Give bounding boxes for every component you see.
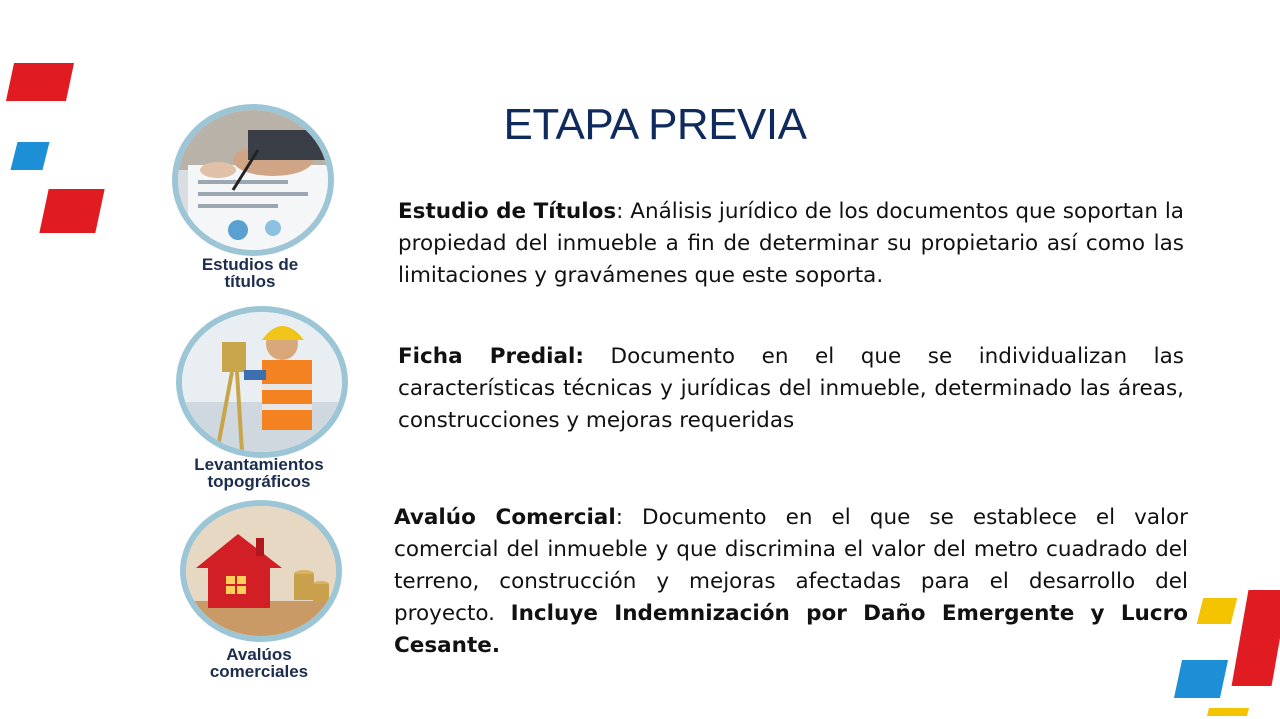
- caption-topographic: Levantamientos topográficos: [194, 455, 324, 491]
- separator: :: [615, 505, 623, 530]
- yellow-accent-shape: [1207, 708, 1249, 716]
- document-study-image: [172, 104, 334, 256]
- definition-property-record: Documento en el que se individualizan las características técnicas y jurídicas del inmueble, determinado las áreas, construcciones y mejoras requeridas: [398, 344, 1184, 433]
- surveyor-image: [176, 306, 348, 458]
- term-title-study: Estudio de Títulos: [398, 199, 617, 224]
- blue-accent-shape: [11, 142, 50, 170]
- caption-valuation: Avalúos comerciales: [209, 645, 309, 681]
- red-accent-shape: [6, 63, 74, 101]
- caption-title-study: Estudios de títulos: [201, 255, 299, 291]
- blue-accent-shape: [1174, 660, 1228, 698]
- commercial-valuation-paragraph: [394, 502, 1188, 662]
- red-accent-shape: [1232, 590, 1280, 686]
- title-study-paragraph: [398, 196, 1184, 292]
- definition-commercial-valuation: Documento en el que se establece el valor comercial del inmueble y que discrimina el valor del metro cuadrado del terreno, construcción y mejoras afectadas para el desarrollo del proyecto.: [394, 505, 1188, 626]
- compensation-note: Incluye Indemnización por Daño Emergente y Lucro Cesante.: [394, 601, 1188, 658]
- term-commercial-valuation: Avalúo Comercial: [394, 505, 616, 530]
- red-accent-shape: [39, 189, 104, 233]
- slide-title: ETAPA PREVIA: [503, 100, 807, 149]
- separator: :: [616, 199, 624, 224]
- term-property-record: Ficha Predial:: [398, 344, 584, 369]
- yellow-accent-shape: [1197, 598, 1237, 624]
- definition-title-study: Análisis jurídico de los documentos que soportan la propiedad del inmueble a fin de determinar su propietario así como las limitaciones y gravámenes que este soporta.: [398, 199, 1184, 288]
- house-valuation-image: [180, 500, 342, 642]
- property-record-paragraph: [398, 341, 1184, 437]
